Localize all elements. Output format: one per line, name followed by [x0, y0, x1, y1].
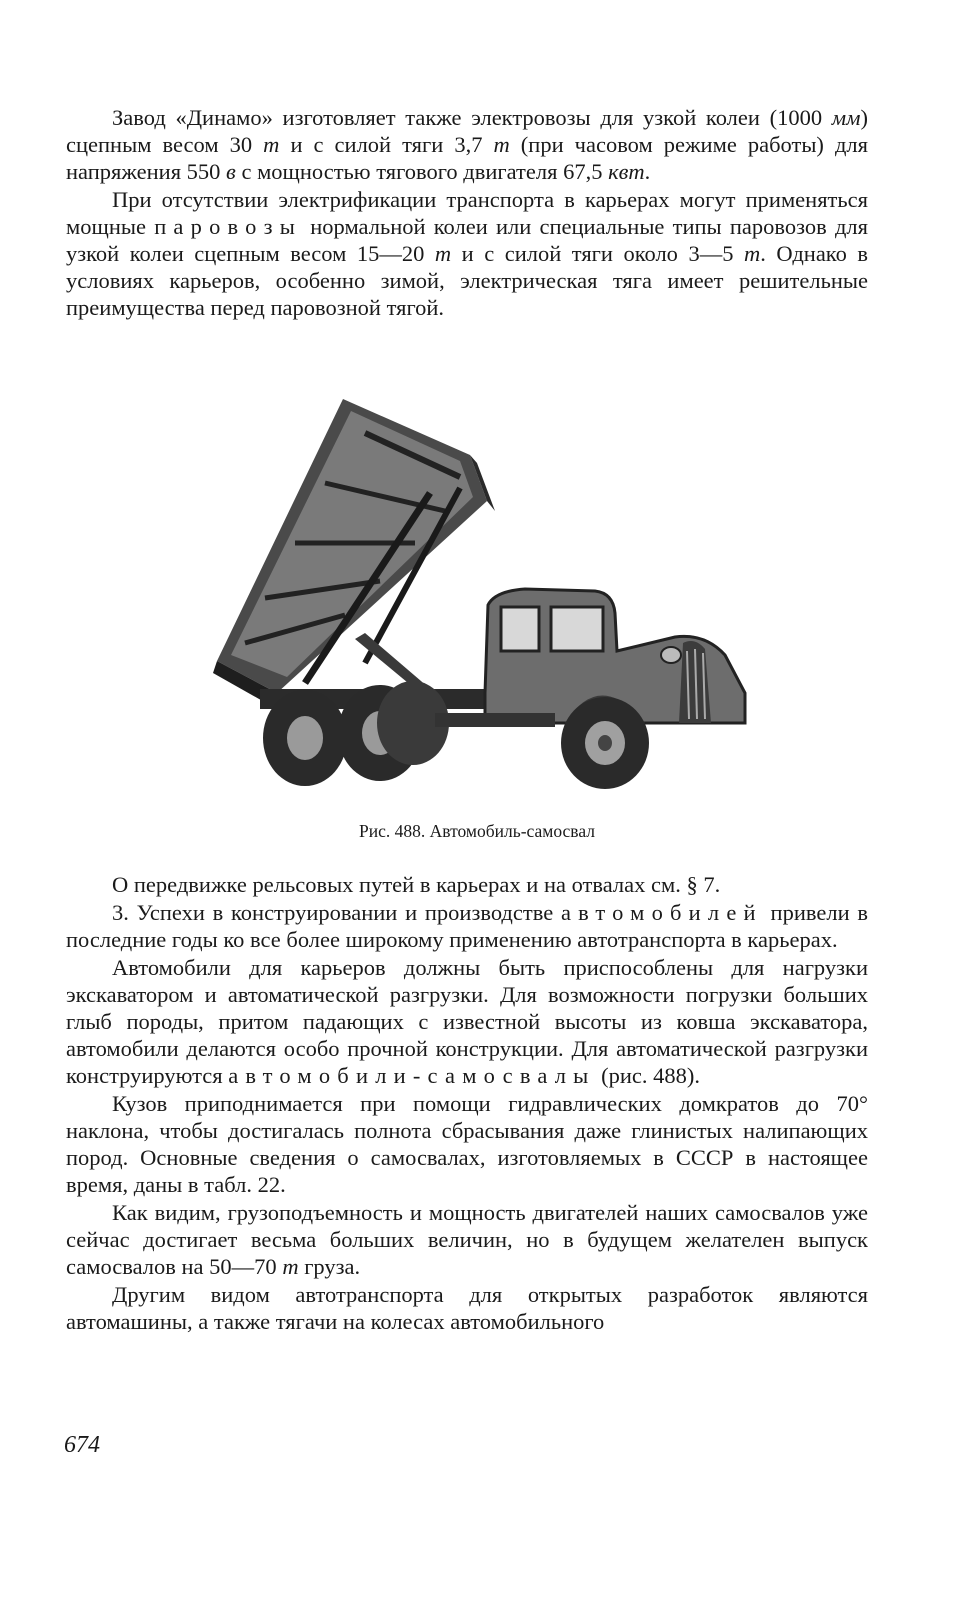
paragraph-other-transport: Другим видом автотранспорта для открытых разработок являются автомашины, а также тягачи на колесах автомобильного: [66, 1282, 868, 1334]
top-text-block: [66, 104, 868, 321]
figure-caption: Рис. 488. Автомобиль-самосвал: [358, 821, 595, 841]
paragraph-quarry-trucks: Автомобили для карьеров должны быть приспособлены для нагрузки экскаватором и автоматической разгрузки. Для возможности погрузки больших глыб породы, притом падающих с известной высоты из ковша экскаватора, автомобили делаются особо прочной конструкции. Для автоматической разгрузки конструируются автомобили-самосвалы (рис. 488).: [66, 955, 868, 1088]
page-number: 674: [64, 1432, 100, 1458]
paragraph-steam-locomotives: При отсутствии электрификации транспорта в карьерах могут применяться мощные паровозы нормальной колеи или специальные типы паровозов для узкой колеи сцепным весом 15—20 т и с силой тяги около 3—5 т. Однако в условиях карьеров, особенно зимой, электрическая тяга имеет решительные преимущества перед паровозной тягой.: [66, 187, 868, 320]
paragraph-dinamo: Завод «Динамо» изготовляет также электровозы для узкой колеи (1000 мм) сцепным весом 30 т и с силой тяги 3,7 т (при часовом режиме работы) для напряжения 550 в с мощностью тягового двигателя 67,5 квт.: [66, 105, 868, 184]
paragraph-rail-shifting: О передвижке рельсовых путей в карьерах и на отвалах см. § 7.: [112, 872, 721, 897]
dump-truck-illustration: [205, 393, 750, 793]
paragraph-automobile-success: 3. Успехи в конструировании и производстве автомобилей привели в последние годы ко все более широкому применению автотранспорта в карьерах.: [66, 900, 868, 952]
paragraph-body-tilt: Кузов приподнимается при помощи гидравлических домкратов до 70° наклона, чтобы достигалась полнота сбрасывания даже глинистых налипающих пород. Основные сведения о самосвалах, изготовляемых в СССР в настоящее время, даны в табл. 22.: [66, 1091, 868, 1197]
rear-wheels: [263, 681, 449, 786]
dump-truck-figure: [205, 393, 750, 793]
dump-body: [213, 399, 495, 708]
paragraph-capacity: Как видим, грузоподъемность и мощность двигателей наших самосвалов уже сейчас достигает весьма больших величин, но в будущем желателен выпуск самосвалов на 50—70 т груза.: [66, 1200, 868, 1279]
bottom-text-block: [66, 871, 868, 1335]
